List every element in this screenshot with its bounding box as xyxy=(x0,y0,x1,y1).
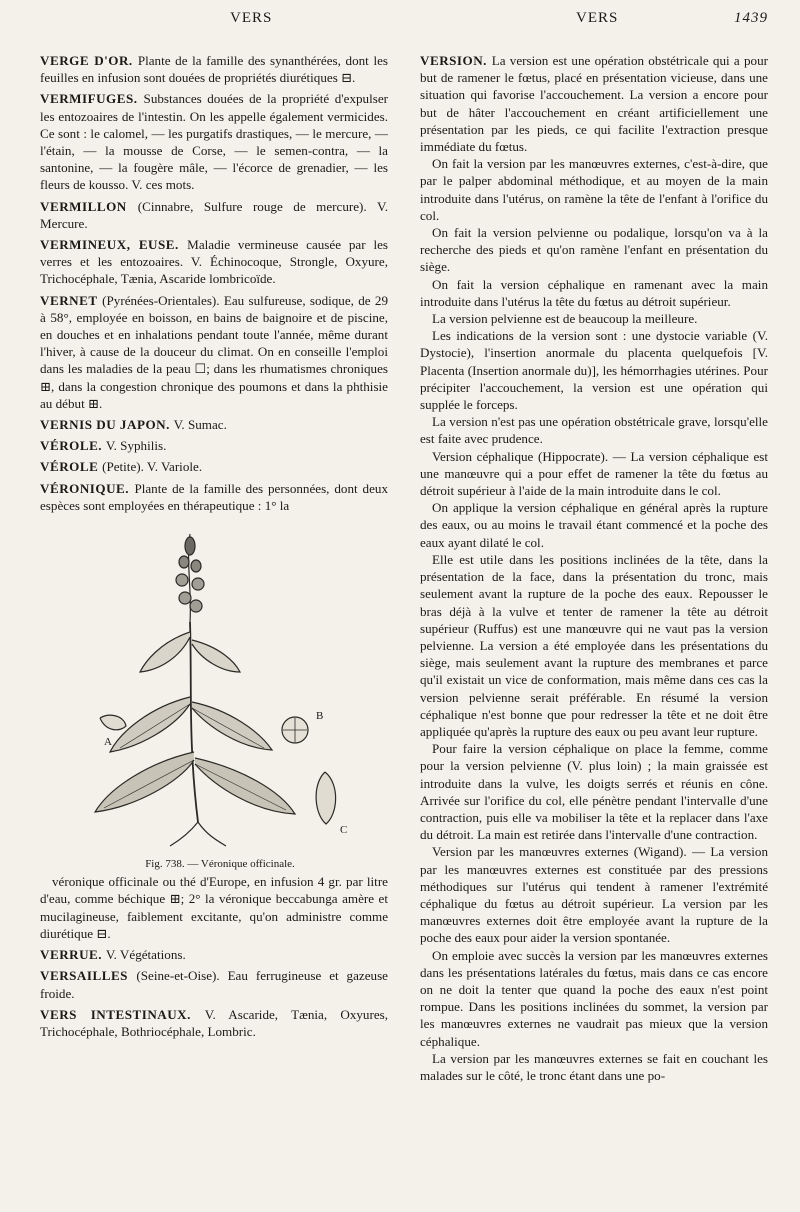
dictionary-entry xyxy=(420,52,768,155)
entry-text: On fait la version par les manœuvres externes, c'est-à-dire, que par le palper abdominal méthodique, et au moyen de la main introduite dans l'utérus, on ramène la tête de l'enfant à l'orifice du col. xyxy=(420,156,768,223)
entry-text: La version pelvienne est de beaucoup la meilleure. xyxy=(432,311,698,327)
entry-headword: VERNIS DU JAPON. xyxy=(40,417,174,433)
figure-caption: Fig. 738. — Véronique officinale. xyxy=(145,858,295,871)
entry-text: Plante de la famille des personnées, dont deux espèces sont employées en thérapeutique : 1° la xyxy=(40,480,388,513)
right-column xyxy=(420,48,768,1084)
entry-text: La version n'est pas une opération obstétricale grave, lorsqu'elle est faite avec prudence. xyxy=(420,414,768,447)
entry-text: (Cinnabre, Sulfure rouge de mercure). V. Mercure. xyxy=(40,198,388,231)
figure-veronique xyxy=(40,522,388,852)
dictionary-entry xyxy=(40,437,388,454)
entry-text: Substances douées de la propriété d'expulser les entozoaires de l'intestin. On les appelle également vermicides. Ce sont : le calomel, — les purgatifs drastiques, — le mercure, — l'étain, — la mousse de Corse, — le semen-contra, — la santonine, — la fougère mâle, — l'écorce de grenadier, — les fleurs de kousso. V. ces mots. xyxy=(40,91,388,193)
figure-label-c: C xyxy=(340,824,348,837)
entry-text: véronique officinale ou thé d'Europe, en infusion 4 gr. par litre d'eau, comme béchique ⊞; 2° la véronique beccabunga amère et mucilagineuse, faiblement excitante, qu'on administre comme diurétique ⊟. xyxy=(40,874,388,941)
dictionary-entry xyxy=(40,416,388,433)
entry-text: On fait la version céphalique en ramenant avec la main introduite dans l'utérus la tête du fœtus au détroit supérieur. xyxy=(420,276,768,309)
dictionary-entry xyxy=(40,198,388,232)
dictionary-entry xyxy=(420,551,768,740)
dictionary-entry xyxy=(420,843,768,946)
entry-headword: VERGE D'OR. xyxy=(40,53,138,68)
entry-headword: VERMIFUGES. xyxy=(40,91,144,107)
entry-text: Elle est utile dans les positions inclinées de la tête, dans la présentation de la face, dans la présentation du tronc, mais seulement avant la rupture de la poche des eaux. Repousser le bras déjà à la vulve et tenter de ramener la tête au détroit supérieur (Ruffus) est une manœuvre qui ne vaut pas la version pelvienne. La version a été employée dans les présentations du siège, mais seulement avant la rupture des membranes et parce qu'il existait un vice de conformation, mais même dans ces cas la version pelvienne serait préférable. En résumé la version céphalique n'est bonne que pour redresser la tête et ne doit être appliquée qu'après la rupture des eaux ou peu avant leur rupture. xyxy=(420,551,768,739)
entry-text: (Pyrénées-Orientales). Eau sulfureuse, sodique, de 29 à 58°, employée en boisson, en bains de baignoire et de piscine, en douches et en inhalations pendant toute l'année, même durant l'hiver, à cause de la douceur du climat. On en conseille l'emploi dans les maladies de la peau ☐; dans les rhumatismes chroniques ⊞, dans la congestion chronique des poumons et dans la phthisie au début ⊞. xyxy=(40,292,388,411)
entry-headword: VÉROLE xyxy=(40,459,103,475)
entry-text: (Seine-et-Oise). Eau ferrugineuse et gazeuse froide. xyxy=(40,968,388,1001)
entry-headword: VERS INTESTINAUX. xyxy=(40,1006,205,1022)
entry-text: Version par les manœuvres externes (Wigand). — La version par les manœuvres externes est constituée par des pressions méthodiques sur l'utérus qui tendent à ramener l'extrémité céphalique du fœtus au détroit supérieur. La version par les manœuvres externes doit être employée avant la rupture de la poche des eaux pour aider la version spontanée. xyxy=(420,844,768,946)
left-entries xyxy=(40,52,388,514)
running-head-left: VERS xyxy=(230,10,273,26)
page-number: 1439 xyxy=(734,10,768,26)
entry-headword: VERSION. xyxy=(420,53,492,68)
dictionary-entry xyxy=(420,413,768,447)
left-column xyxy=(40,48,388,1040)
dictionary-entry xyxy=(420,1050,768,1084)
dictionary-entry xyxy=(420,327,768,413)
entry-headword: VERMILLON xyxy=(40,198,138,214)
entry-text: (Petite). V. Variole. xyxy=(102,459,203,475)
plant-illustration xyxy=(40,522,388,852)
entry-text: La version par les manœuvres externes se fait en couchant les malades sur le côté, le tronc étant dans une po- xyxy=(420,1050,768,1083)
dictionary-entry xyxy=(40,52,388,86)
running-head xyxy=(0,10,800,34)
dictionary-entry xyxy=(420,310,768,327)
entry-headword: VERMINEUX, EUSE. xyxy=(40,237,188,253)
entry-text: V. Syphilis. xyxy=(105,438,167,454)
dictionary-entry xyxy=(420,499,768,551)
entry-text: Maladie vermineuse causée par les verres et les entozoaires. V. Échinocoque, Strongle, Oxyure, Trichocéphale, Tænia, Ascaride lombricoïde. xyxy=(40,237,388,287)
dictionary-entry xyxy=(40,90,388,193)
entry-text: Les indications de la version sont : une dystocie variable (V. Dystocie), l'insertion anormale du placenta quelquefois [V. Placenta (Insertion anormale du)], les hémorrhagies utérines. Pour précipiter l'accouchement, la version est une opération qui supplée le forceps. xyxy=(420,328,768,413)
entry-headword: VÉRONIQUE. xyxy=(40,480,135,496)
dictionary-entry xyxy=(40,946,388,963)
figure-label-a: A xyxy=(104,736,112,749)
entry-text: Pour faire la version céphalique on place la femme, comme pour la version pelvienne (V. plus loin) ; la main graissée est introduite dans la vulve, les doigts serrés et réunis en cône. Arrivée sur l'orifice du col, elle pénètre pendant l'intervalle d'une contraction, puis elle va mobiliser la tête et la replacer dans l'axe du détroit. La main est retirée dans l'intervalle d'une contraction. xyxy=(420,741,768,843)
entry-text: V. Sumac. xyxy=(173,417,227,433)
entry-text: Plante de la famille des synanthérées, dont les feuilles en infusion sont douées de propriétés diurétiques ⊟. xyxy=(40,53,388,86)
entry-text: Version céphalique (Hippocrate). — La version céphalique est une manœuvre qui a pour effet de ramener la tête du fœtus au détroit supérieur à l'aide de la main introduite dans le col. xyxy=(420,448,768,499)
dictionary-entry xyxy=(420,448,768,500)
dictionary-entry xyxy=(40,292,388,412)
dictionary-entry xyxy=(420,947,768,1050)
entry-text: On applique la version céphalique en général après la rupture des eaux, ou au moins le travail étant commencé et la poche des eaux ayant dilaté le col. xyxy=(420,500,768,550)
dictionary-entry xyxy=(40,458,388,475)
entry-headword: VERSAILLES xyxy=(40,968,137,984)
dictionary-entry xyxy=(420,276,768,310)
entry-text: V. Végétations. xyxy=(105,947,186,963)
dictionary-entry xyxy=(40,236,388,288)
figure-label-b: B xyxy=(316,710,324,723)
entry-headword: VERNET xyxy=(40,292,103,308)
entry-headword: VÉROLE. xyxy=(40,438,106,454)
entry-text: La version est une opération obstétricale qui a pour but de ramener le fœtus, placé en présentation vicieuse, dans une situation qui favorise l'accouchement. La version a encore pour but de hâter l'accouchement en créant artificiellement une présentation par les pieds, ce qui facilite l'extraction presque immédiate du fœtus. xyxy=(420,53,768,155)
running-head-center: VERS xyxy=(576,10,619,26)
dictionary-entry xyxy=(40,1006,388,1040)
dictionary-entry xyxy=(40,480,388,514)
entry-text: On emploie avec succès la version par les manœuvres externes dans les présentations latérales du fœtus, mais dans ce cas encore on ne doit la tenter que quand la poche des eaux n'est point rompue. Dans les positions inclinées du sommet, la version par les manœuvres externes ne vaudrait pas mieux que la version céphalique. xyxy=(420,947,768,1049)
left-entries-after xyxy=(40,873,388,1040)
dictionary-entry xyxy=(40,967,388,1001)
entry-headword: VERRUE. xyxy=(40,947,106,963)
dictionary-entry xyxy=(420,740,768,843)
right-entries xyxy=(420,52,768,1084)
entry-text: V. Ascaride, Tænia, Oxyures, Trichocéphale, Bothriocéphale, Lombric. xyxy=(40,1006,388,1039)
dictionary-entry xyxy=(420,155,768,224)
entry-text: On fait la version pelvienne ou podalique, lorsqu'on va à la recherche des pieds et qu'on ramène l'enfant en présentation du siège. xyxy=(420,225,768,275)
dictionary-entry xyxy=(420,224,768,276)
dictionary-entry xyxy=(40,873,388,942)
